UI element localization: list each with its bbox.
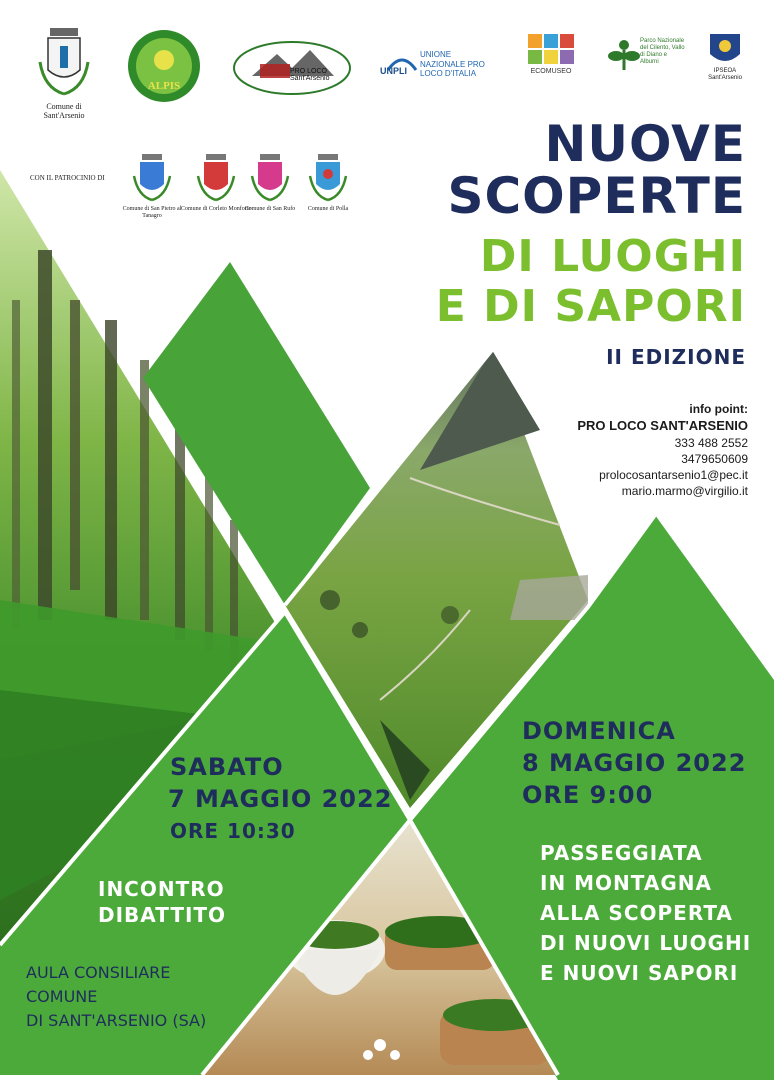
sunday-date: 8 MAGGIO 2022 xyxy=(522,749,747,777)
patronage-label: CON IL PATROCINIO DI xyxy=(30,174,105,182)
crest-icon xyxy=(246,152,294,204)
sunday-event-line-3: ALLA SCOPERTA xyxy=(540,901,733,925)
crest-icon xyxy=(128,152,176,204)
sunday-day: DOMENICA xyxy=(522,717,676,745)
saturday-venue-line-2: COMUNE xyxy=(26,987,98,1006)
logo-unpli xyxy=(380,52,520,88)
unpli-text: UNPLI xyxy=(380,66,407,76)
logo-iis xyxy=(700,32,750,92)
patronage-caption: Comune di Corleto Monforte xyxy=(180,206,252,212)
patronage-caption: Comune di San Pietro al Tanagro xyxy=(122,206,182,219)
logo-parco xyxy=(606,36,686,92)
patronage-caption: Comune di San Rufo xyxy=(244,206,296,212)
alpis-badge-icon xyxy=(126,28,202,104)
info-point-phone-1[interactable]: 333 488 2552 xyxy=(674,436,748,450)
logo-ecomuseo xyxy=(526,30,576,96)
saturday-venue-line-1: AULA CONSILIARE xyxy=(26,963,171,982)
logo-comune-sant-arsenio xyxy=(30,22,98,122)
info-point-email-2[interactable]: mario.marmo@virgilio.it xyxy=(621,484,748,498)
logo-pro-loco xyxy=(232,40,352,96)
info-point-phone-2[interactable]: 3479650609 xyxy=(681,452,748,466)
crest-icon xyxy=(304,152,352,204)
title-line-4: E DI SAPORI xyxy=(435,281,746,332)
sunday-event-line-5: E NUOVI SAPORI xyxy=(540,961,739,985)
logo-alpis xyxy=(126,28,202,104)
iis-text: IPSEOA Sant'Arsenio xyxy=(708,68,742,81)
logo-caption: Comune di Sant'Arsenio xyxy=(43,102,85,121)
edition-label: II EDIZIONE xyxy=(606,345,746,369)
sunday-time: ORE 9:00 xyxy=(522,781,654,809)
crest-icon xyxy=(30,22,98,102)
iis-shield-icon xyxy=(700,32,750,68)
saturday-time: ORE 10:30 xyxy=(170,819,296,843)
info-point-email-1[interactable]: prolocosantarsenio1@pec.it xyxy=(599,468,748,482)
info-point-org: PRO LOCO SANT'ARSENIO xyxy=(577,418,748,433)
patronage-caption: Comune di Polla xyxy=(307,206,349,212)
patronage-crest-1 xyxy=(122,152,182,224)
sunday-event-line-1: PASSEGGIATA xyxy=(540,841,703,865)
saturday-day: SABATO xyxy=(170,753,284,781)
saturday-date: 7 MAGGIO 2022 xyxy=(168,785,393,813)
saturday-event-line-1: INCONTRO xyxy=(98,877,225,901)
alpis-text: ALPIS xyxy=(147,80,181,92)
patronage-crest-4 xyxy=(304,152,352,224)
patronage-crest-2 xyxy=(180,152,252,224)
saturday-venue-line-3: DI SANT'ARSENIO (SA) xyxy=(26,1011,207,1030)
title-line-3: DI LUOGHI xyxy=(479,231,746,282)
unione-pro-loco-text: UNIONE NAZIONALE PRO LOCO D'ITALIA xyxy=(420,50,485,79)
sunday-event-line-4: DI NUOVI LUOGHI xyxy=(540,931,752,955)
parco-plant-icon xyxy=(606,36,642,72)
parco-text: Parco Nazionale del Cilento, Vallo di Diano e Alburni xyxy=(640,38,685,65)
ecomuseo-text: ECOMUSEO xyxy=(530,68,572,75)
title-line-1: NUOVE xyxy=(544,115,746,173)
saturday-event-line-2: DIBATTITO xyxy=(98,903,227,927)
sunday-event-line-2: IN MONTAGNA xyxy=(540,871,712,895)
info-point-label: info point: xyxy=(689,402,748,416)
title-line-2: SCOPERTE xyxy=(447,167,746,225)
patronage-crest-3 xyxy=(246,152,294,224)
pro-loco-text: PRO LOCO Sant'Arsenio xyxy=(290,68,330,83)
crest-icon xyxy=(192,152,240,204)
